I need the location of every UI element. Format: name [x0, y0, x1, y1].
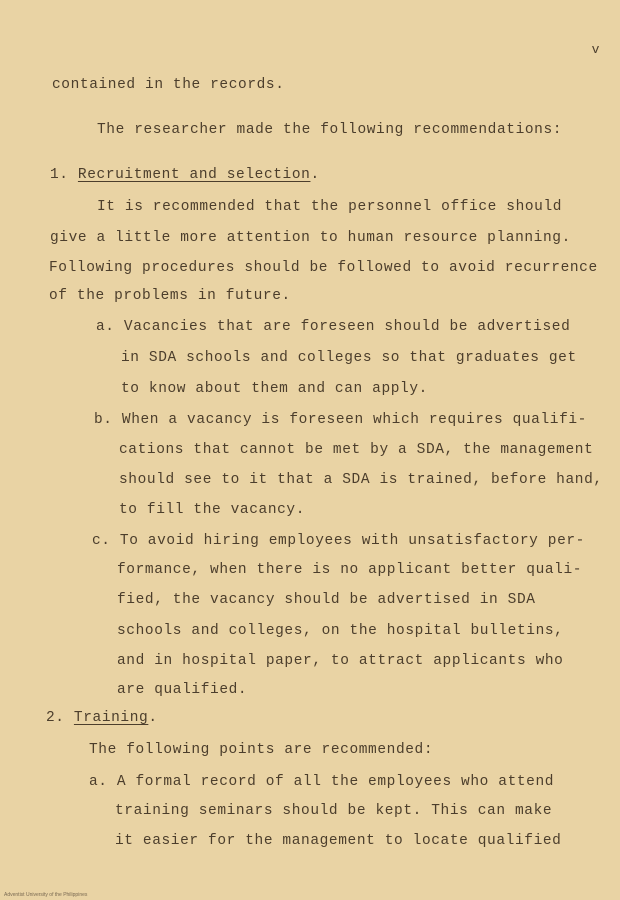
list-item-a: a. Vacancies that are foreseen should be advertised [96, 319, 571, 335]
list-item-c: c. To avoid hiring employees with unsatisfactory per- [92, 533, 585, 549]
text-line: it easier for the management to locate qualified [115, 833, 562, 849]
section-title-period: . [148, 710, 158, 726]
text-line: formance, when there is no applicant better quali- [117, 562, 583, 578]
text-line: The researcher made the following recommendations: [97, 122, 563, 138]
section-title-period: . [310, 167, 320, 183]
section-number: 1. [50, 167, 69, 183]
section-heading-training [46, 709, 158, 727]
text-line: should see to it that a SDA is trained, before hand, [119, 472, 603, 488]
text-line: fied, the vacancy should be advertised in SDA [117, 592, 536, 608]
footer-watermark: Adventist University of the Philippines [4, 892, 88, 898]
text-line: schools and colleges, on the hospital bulletins, [117, 623, 564, 639]
list-item-b: b. When a vacancy is foreseen which requires qualifi- [94, 412, 587, 428]
text-line: are qualified. [117, 682, 248, 698]
text-line: give a little more attention to human resource planning. [50, 230, 571, 246]
text-line: It is recommended that the personnel office should [97, 199, 563, 215]
text-line: and in hospital paper, to attract applicants who [117, 653, 564, 669]
text-line: to fill the vacancy. [119, 502, 306, 518]
text-line: to know about them and can apply. [121, 381, 428, 397]
section-heading-recruitment [50, 166, 320, 184]
page-number: v [591, 42, 600, 57]
text-line: in SDA schools and colleges so that graduates get [121, 350, 577, 366]
text-line: training seminars should be kept. This can make [115, 803, 553, 819]
section-number: 2. [46, 710, 65, 726]
text-line: cations that cannot be met by a SDA, the management [119, 442, 594, 458]
section-title: Recruitment and selection [77, 167, 311, 183]
text-line: Following procedures should be followed to avoid recurrence [49, 260, 598, 276]
text-line: The following points are recommended: [89, 742, 434, 758]
text-line: of the problems in future. [49, 288, 291, 304]
section-title: Training [73, 710, 149, 726]
text-line: contained in the records. [52, 77, 285, 93]
list-item-a: a. A formal record of all the employees who attend [89, 774, 555, 790]
